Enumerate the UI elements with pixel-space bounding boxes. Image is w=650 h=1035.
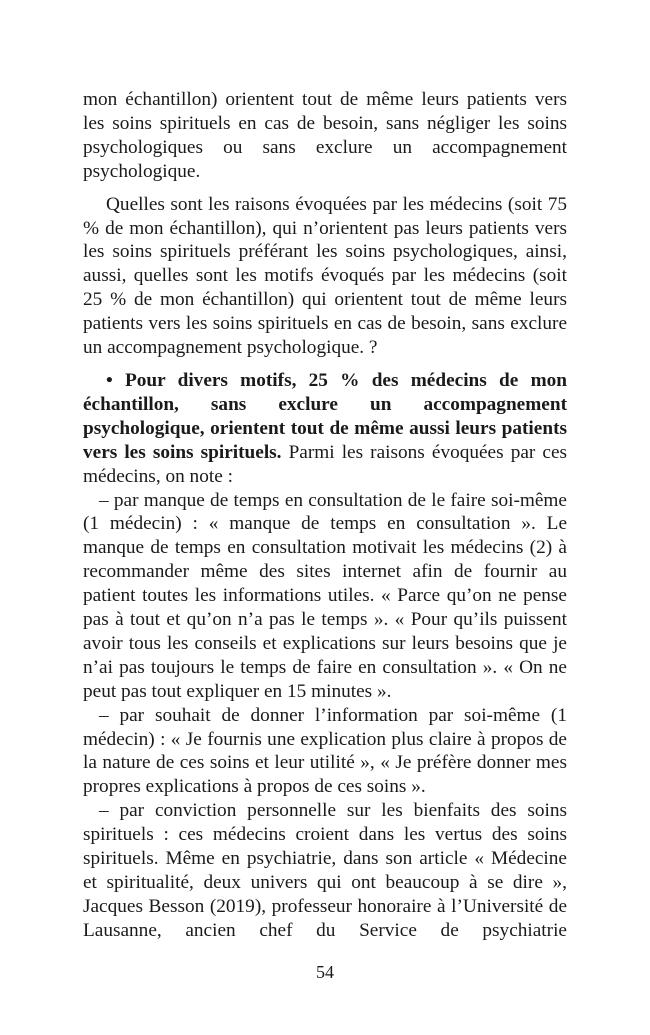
paragraph-1: mon échantillon) orientent tout de même leurs patients vers les soins spirituels en cas de besoin, sans négliger les soins psychologiques ou sans exclure un accompagnement psychologique.: [83, 89, 567, 182]
bold-lead-in: • Pour divers motifs, 25 % des médecins de mon échantillon, sans exclure un accompagnement psychologique, orientent tout de même aussi leurs patients vers les soins spirituels.: [83, 369, 567, 463]
paragraph-3: • Pour divers motifs, 25 % des médecins de mon échantillon, sans exclure un accompagnement psychologique, orientent tout de même aussi leurs patients vers les soins spirituels. Parmi les raisons évoquées par ces médecins, on note :: [83, 369, 567, 487]
body-text: [83, 88, 567, 943]
paragraph-6: – par conviction personnelle sur les bienfaits des soins spirituels : ces médecins croient dans les vertus des soins spirituels. Même en psychiatrie, dans son article « Médecine et spiritualité, deux univers qui ont beaucoup à se dire », Jacques Besson (2019), professeur honoraire à l’Université de Lausanne, ancien chef du Service de psychiatrie: [83, 800, 567, 941]
paragraph-4: – par manque de temps en consultation de le faire soi-même (1 médecin) : « manque de temps en consultation ». Le manque de temps en consultation motivait les médecins (2) à recommander même des sites internet afin de fournir au patient toutes les informations utiles. « Parce qu’on ne pense pas à tout et qu’on n’a pas le temps ». « Pour qu’ils puissent avoir tous les conseils et explications sur leurs besoins que je n’ai pas toujours le temps de faire en consultation ». « On ne peut pas tout expliquer en 15 minutes ».: [83, 489, 567, 702]
page-number: 54: [316, 962, 334, 982]
paragraph-2: Quelles sont les raisons évoquées par les médecins (soit 75 % de mon échantillon), qui n’orientent pas leurs patients vers les soins spirituels préférant les soins psychologiques, ainsi, aussi, quelles sont les motifs évoqués par les médecins (soit 25 % de mon échantillon) qui orientent tout de même leurs patients vers les soins spirituels en cas de besoin, sans exclure un accompagnement psychologique. ?: [83, 193, 567, 359]
paragraph-5: – par souhait de donner l’information par soi-même (1 médecin) : « Je fournis une explication plus claire à propos de la nature de ces soins et leur utilité », « Je préfère donner mes propres explications à propos de ces soins ».: [83, 704, 567, 798]
